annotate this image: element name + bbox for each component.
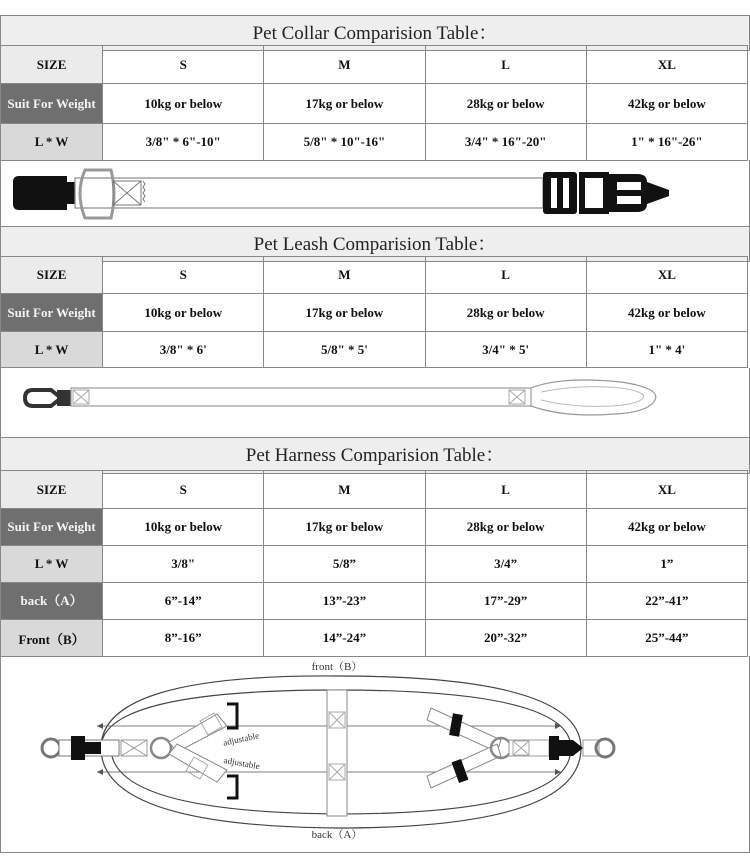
collar-slider-icon bbox=[543, 172, 577, 214]
harness-weight-l: 28kg or below bbox=[425, 509, 586, 546]
harness-weight-xl: 42kg or below bbox=[586, 509, 747, 546]
harness-row-lw-label: L * W bbox=[1, 546, 103, 583]
harness-row-weight-label: Suit For Weight bbox=[1, 509, 103, 546]
leash-header-m: M bbox=[264, 257, 425, 294]
collar-illustration bbox=[0, 160, 750, 226]
leash-weight-xl: 42kg or below bbox=[586, 294, 747, 332]
leash-table-title: Pet Leash Comparision Table： bbox=[0, 226, 750, 262]
front-b-label: front（B） bbox=[311, 661, 363, 673]
harness-back-xl: 22”-41” bbox=[586, 583, 747, 620]
harness-front-l: 20”-32” bbox=[425, 620, 586, 657]
collar-header-s: S bbox=[103, 46, 264, 84]
harness-adjuster-bottom-icon bbox=[227, 776, 237, 798]
leash-lw-s: 3/8" * 6' bbox=[103, 332, 264, 368]
harness-front-m: 14”-24” bbox=[264, 620, 425, 657]
leash-lw-xl: 1" * 4' bbox=[586, 332, 747, 368]
harness-front-s: 8”-16” bbox=[103, 620, 264, 657]
collar-header-l: L bbox=[425, 46, 586, 84]
leash-header-size: SIZE bbox=[1, 257, 103, 294]
harness-header-s: S bbox=[103, 471, 264, 509]
harness-lw-l: 3/4” bbox=[425, 546, 586, 583]
leash-weight-m: 17kg or below bbox=[264, 294, 425, 332]
collar-weight-l: 28kg or below bbox=[425, 84, 586, 124]
leash-row-weight-label: Suit For Weight bbox=[1, 294, 103, 332]
leash-strap bbox=[71, 388, 531, 406]
leash-size-table bbox=[0, 256, 748, 368]
collar-row-weight-label: Suit For Weight bbox=[1, 84, 103, 124]
leash-weight-l: 28kg or below bbox=[425, 294, 586, 332]
harness-adjuster-top-icon bbox=[227, 704, 237, 728]
collar-header-m: M bbox=[264, 46, 425, 84]
collar-row-lw-label: L * W bbox=[1, 124, 103, 161]
collar-lw-m: 5/8" * 10"-16" bbox=[264, 124, 425, 161]
harness-header-xl: XL bbox=[586, 471, 747, 509]
collar-header-xl: XL bbox=[586, 46, 747, 84]
harness-weight-s: 10kg or below bbox=[103, 509, 264, 546]
harness-buckle-right-icon bbox=[549, 736, 559, 760]
collar-lw-s: 3/8" * 6"-10" bbox=[103, 124, 264, 161]
harness-row-front-label: Front（B） bbox=[1, 620, 103, 657]
harness-lw-xl: 1” bbox=[586, 546, 747, 583]
leash-weight-s: 10kg or below bbox=[103, 294, 264, 332]
harness-row-back-label: back（A） bbox=[1, 583, 103, 620]
collar-weight-xl: 42kg or below bbox=[586, 84, 747, 124]
collar-weight-s: 10kg or below bbox=[103, 84, 264, 124]
leash-row-lw-label: L * W bbox=[1, 332, 103, 368]
harness-size-table bbox=[0, 470, 748, 657]
harness-header-l: L bbox=[425, 471, 586, 509]
leash-header-s: S bbox=[103, 257, 264, 294]
collar-table-title: Pet Collar Comparision Table： bbox=[0, 15, 750, 51]
collar-weight-m: 17kg or below bbox=[264, 84, 425, 124]
harness-back-s: 6”-14” bbox=[103, 583, 264, 620]
back-a-label: back（A） bbox=[311, 829, 363, 841]
harness-back-m: 13”-23” bbox=[264, 583, 425, 620]
collar-header-size: SIZE bbox=[1, 46, 103, 84]
harness-header-size: SIZE bbox=[1, 471, 103, 509]
harness-buckle-left-icon bbox=[71, 736, 85, 760]
leash-snap-hook-icon bbox=[25, 390, 61, 406]
harness-header-m: M bbox=[264, 471, 425, 509]
harness-table-title: Pet Harness Comparision Table： bbox=[0, 437, 750, 474]
harness-lw-s: 3/8" bbox=[103, 546, 264, 583]
harness-illustration bbox=[0, 656, 750, 853]
leash-header-xl: XL bbox=[586, 257, 747, 294]
collar-strap bbox=[75, 178, 543, 208]
adjustable-label-bottom: adjustable bbox=[222, 754, 261, 772]
collar-size-table bbox=[0, 45, 748, 161]
adjustable-label-top: adjustable bbox=[222, 730, 260, 748]
collar-lw-xl: 1" * 16"-26" bbox=[586, 124, 747, 161]
collar-lw-l: 3/4" * 16"-20" bbox=[425, 124, 586, 161]
leash-lw-m: 5/8" * 5' bbox=[264, 332, 425, 368]
leash-illustration bbox=[0, 368, 750, 438]
leash-header-l: L bbox=[425, 257, 586, 294]
harness-weight-m: 17kg or below bbox=[264, 509, 425, 546]
harness-back-l: 17”-29” bbox=[425, 583, 586, 620]
leash-handle-loop bbox=[531, 380, 656, 415]
harness-front-xl: 25”-44” bbox=[586, 620, 747, 657]
harness-ring-left-icon bbox=[42, 739, 60, 757]
harness-lw-m: 5/8” bbox=[264, 546, 425, 583]
leash-lw-l: 3/4" * 5' bbox=[425, 332, 586, 368]
